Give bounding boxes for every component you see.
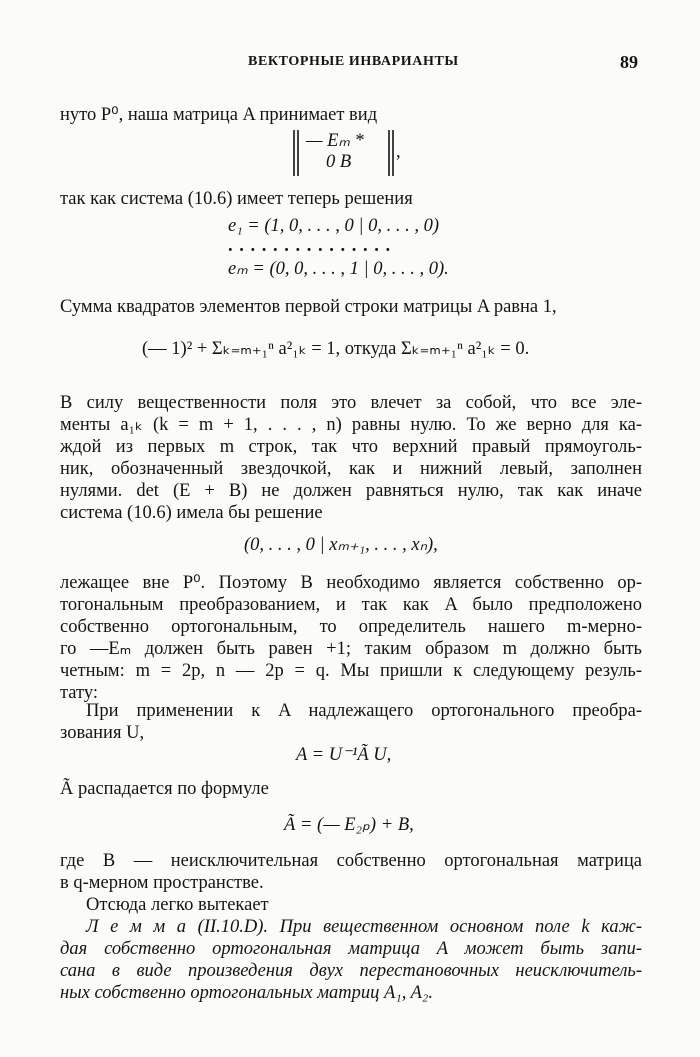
- equation-decomposition: Ã = (— E₂ₚ) + B,: [284, 815, 414, 835]
- text-line: нулями. det (E + B) не должен равняться нулю, так как иначе: [60, 481, 642, 501]
- text-line: четным: m = 2p, n — 2p = q. Мы пришли к следующему резуль-: [60, 661, 642, 681]
- text-line: При применении к A надлежащего ортогонального преобра-: [86, 701, 642, 721]
- text-line: Ã распадается по формуле: [60, 779, 269, 799]
- lemma-line: Л е м м а (II.10.D). При вещественном основном поле k каж-: [86, 917, 642, 937]
- matrix-equation: — Eₘ * 0 B ,: [290, 128, 410, 180]
- running-title: ВЕКТОРНЫЕ ИНВАРИАНТЫ: [248, 54, 459, 69]
- running-header: [0, 52, 700, 76]
- text-line: так как система (10.6) имеет теперь решения: [60, 189, 413, 209]
- text-line: система (10.6) имела бы решение: [60, 503, 323, 523]
- text-line: менты a₁ₖ (k = m + 1, . . . , n) равны нулю. То же верно для ка-: [60, 415, 642, 435]
- text-line: в q-мерном пространстве.: [60, 873, 264, 893]
- text-line: зования U,: [60, 723, 145, 743]
- text-line: го —Eₘ должен быть равен +1; таким образом m должно быть: [60, 639, 642, 659]
- matrix-row-2: 0 B: [326, 152, 352, 172]
- equation-solution: (0, . . . , 0 | xₘ₊₁, . . . , xₙ),: [244, 535, 438, 555]
- matrix-row-1: — Eₘ *: [306, 131, 364, 151]
- text-line: собственно ортогональным, то определитель нашего m-мерно-: [60, 617, 642, 637]
- equation-sum: (— 1)² + Σₖ₌ₘ₊₁ⁿ a²₁ₖ = 1, откуда Σₖ₌ₘ₊₁ⁿ a²₁ₖ = 0.: [142, 339, 530, 359]
- text-line: тогональным преобразованием, и так как A было предположено: [60, 595, 642, 615]
- equation-transform: A = U⁻¹Ã U,: [296, 745, 392, 765]
- text-line: нуто P⁰, наша матрица A принимает вид: [60, 105, 378, 125]
- page-number: 89: [620, 52, 638, 72]
- equation-dots: . . . . . . . . . . . . . . .: [228, 236, 392, 256]
- text-line: где B — неисключительная собственно ортогональная матрица: [60, 851, 642, 871]
- text-line: лежащее вне P⁰. Поэтому B необходимо является собственно ор-: [60, 573, 642, 593]
- text-line: тату:: [60, 683, 99, 703]
- equation-em: eₘ = (0, 0, . . . , 1 | 0, . . . , 0).: [228, 259, 449, 279]
- lemma-line: дая собственно ортогональная матрица A может быть запи-: [60, 939, 642, 959]
- lemma-line: сана в виде произведения двух перестановочных неисключитель-: [60, 961, 642, 981]
- equation-e1: e₁ = (1, 0, . . . , 0 | 0, . . . , 0): [228, 216, 440, 236]
- text-line: ждой из первых m строк, так что верхний правый прямоуголь-: [60, 437, 642, 457]
- lemma-line: ных собственно ортогональных матриц A₁, A₂.: [60, 983, 433, 1003]
- text-line: Сумма квадратов элементов первой строки матрицы A равна 1,: [60, 297, 557, 317]
- text-line: Отсюда легко вытекает: [86, 895, 269, 915]
- text-line: В силу вещественности поля это влечет за собой, что все эле-: [60, 393, 642, 413]
- text-line: ник, обозначенный звездочкой, как и нижний левый, заполнен: [60, 459, 642, 479]
